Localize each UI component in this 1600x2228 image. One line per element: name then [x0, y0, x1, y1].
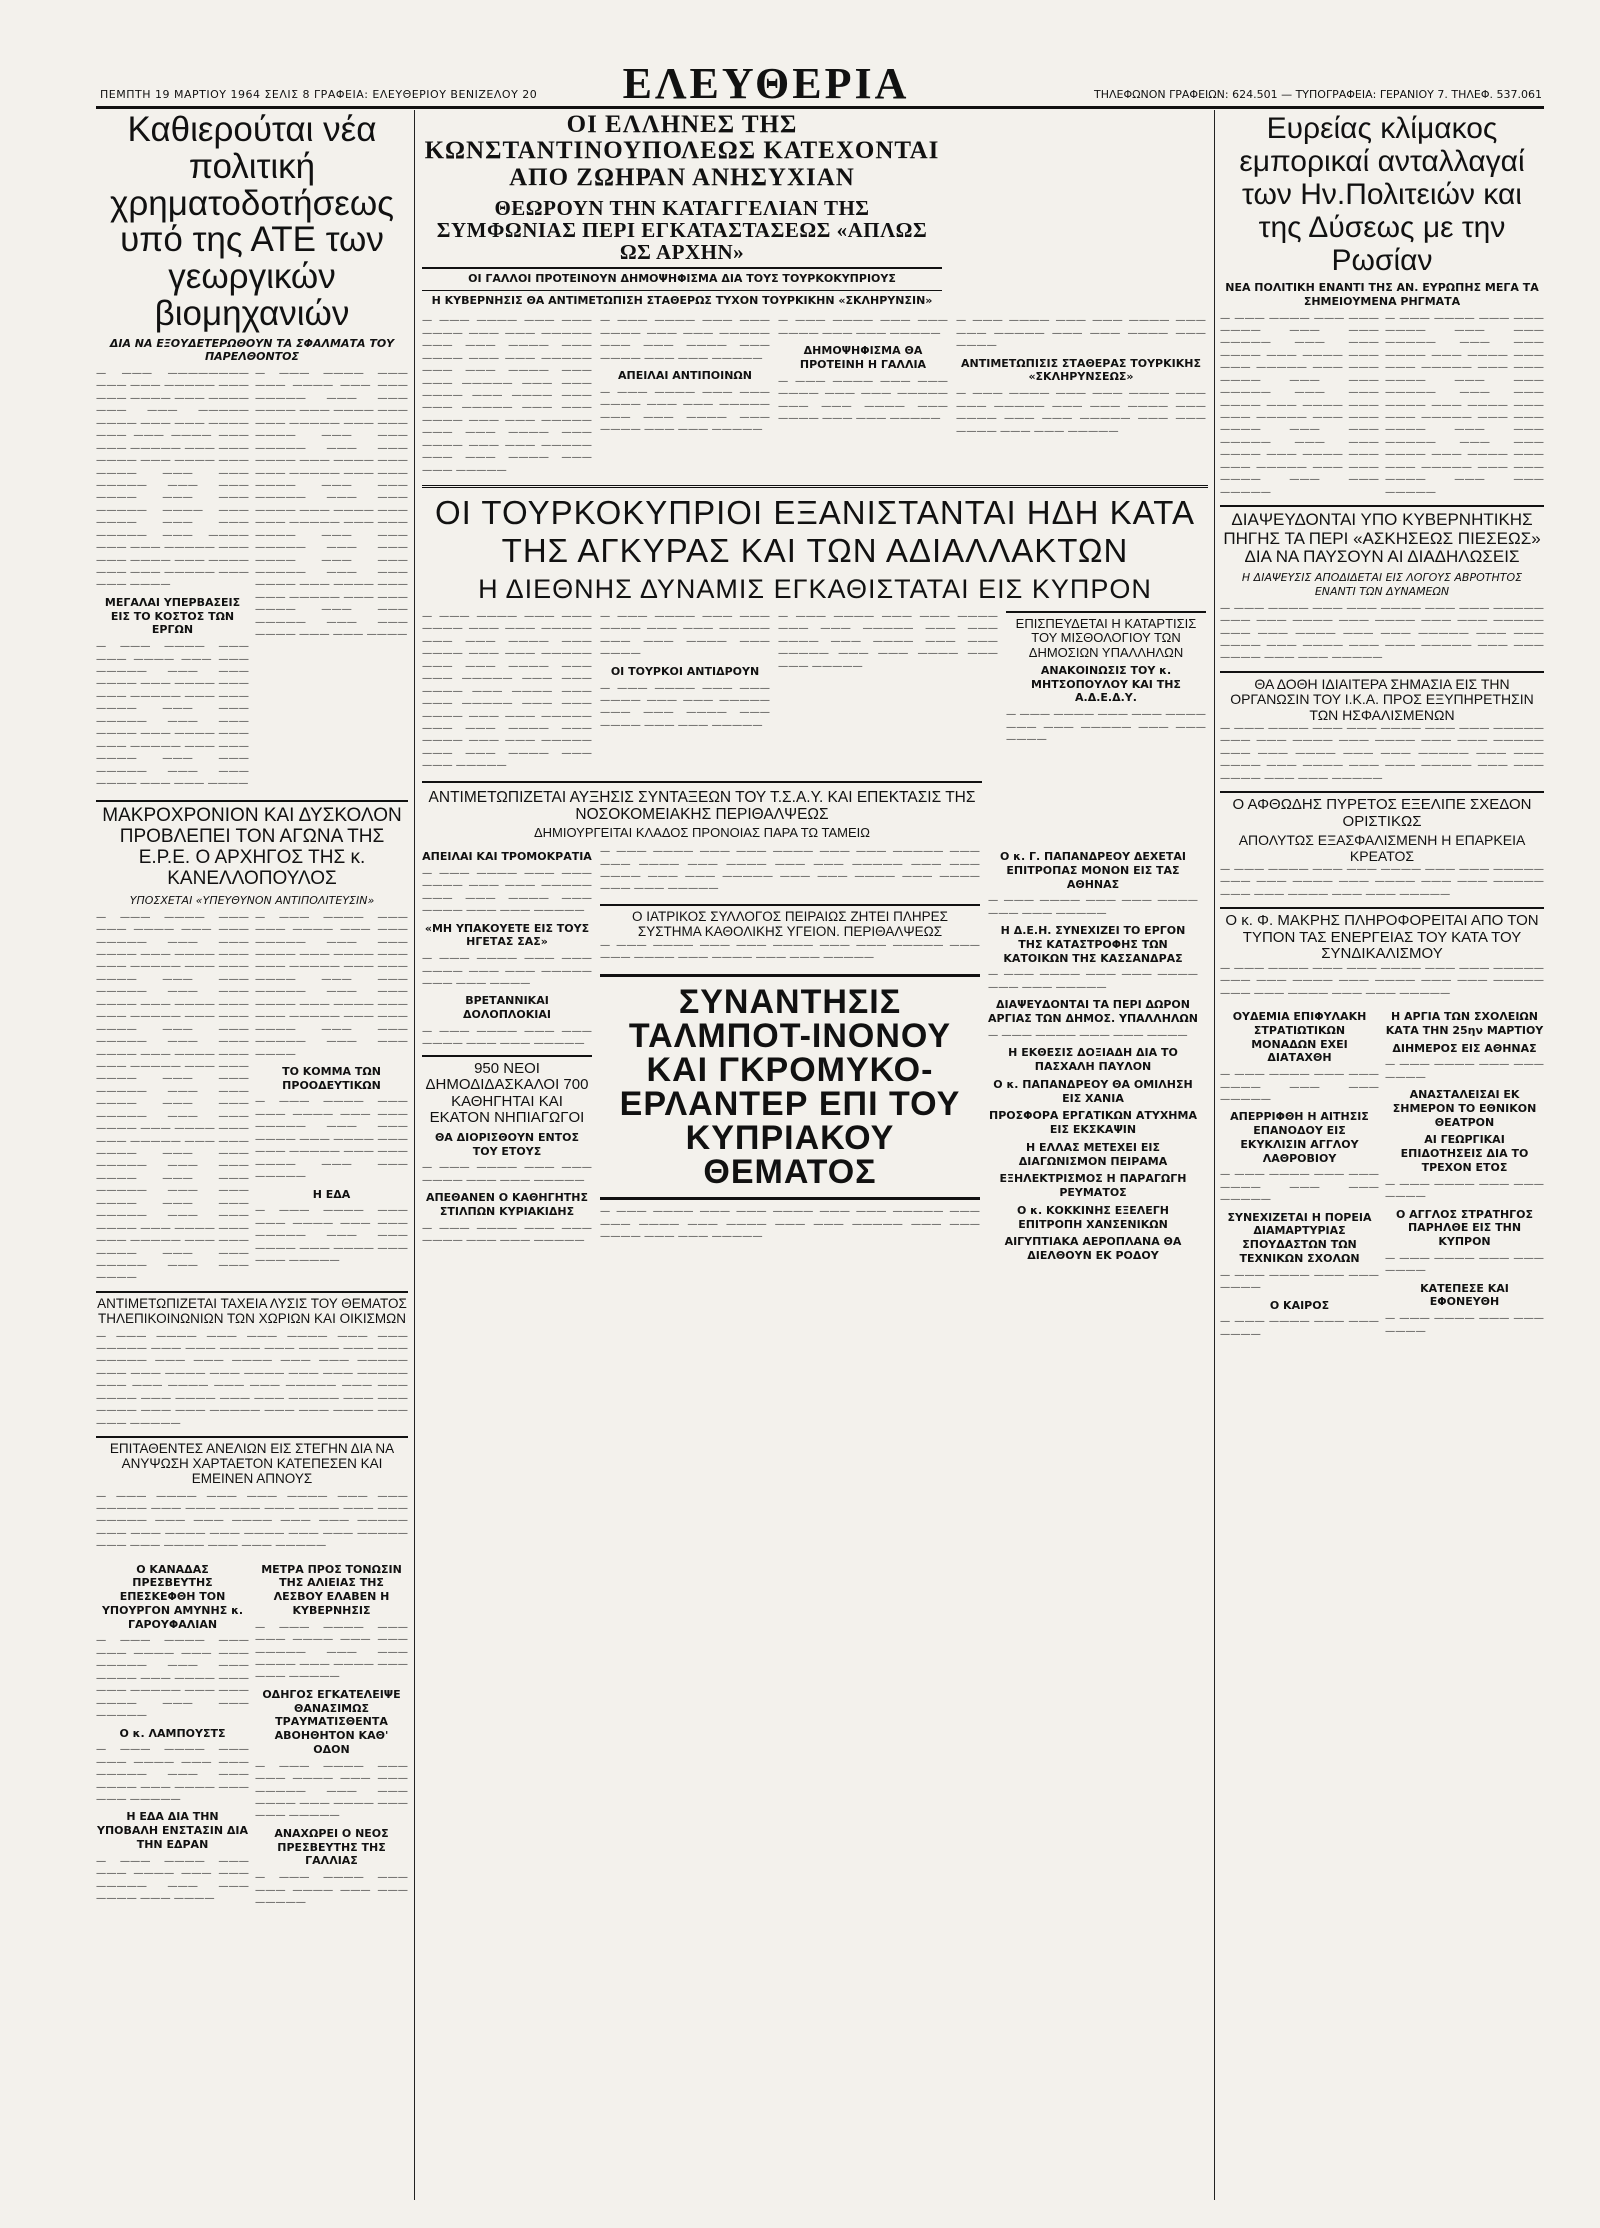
center-sub-3: ΑΠΕΙΛΑΙ ΑΝΤΙΠΟΙΝΩΝ: [617, 369, 752, 383]
article-text: — ——— ———— ——— ——— ———— ——— ——— ————— ——— ——— ———— ——— ———— ——— ——— ————— ——— ——— ———— ——— ——— ————— ——— ——— ———— ——— ———— ——— ——— ————— ——— ——— ———— ——— ——— ————— ——— ——— ————: [255, 911, 408, 1060]
article-text: — ——— ———— ——— ——— ———— ——— ——— —————: [422, 1222, 592, 1247]
article-text: — ——— ———— ——— ——— ———— ——— ——— ————— ——— ——— ———— ——— ———— ——— ——— ————— ——— ——— ———— ——— ——— ————— ——— ——— ———— ——— ———— ——— ——— ————— ——— ——— ———— ——— ——— —————: [96, 1490, 408, 1552]
article-text: — ——— ———— ——— ——— ———— ——— ——— —————: [988, 895, 1198, 919]
article-text: — ——— ———— ——— ——— ———— ——— ——— ————— ——— ——— ———— ——— ———— ——— ——— ————— ——— ——— ———— ——— ——— —————: [600, 1206, 980, 1243]
center-sub-2: Η ΚΥΒΕΡΝΗΣΙΣ ΘΑ ΑΝΤΙΜΕΤΩΠΙΣΗ ΣΤΑΘΕΡΩΣ ΤΥΧΟΝ ΤΟΥΡΚΙΚΗΝ «ΣΚΛΗΡΥΝΣΙΝ»: [422, 290, 942, 308]
center-right-sub-3: Η Δ.Ε.Η. ΣΥΝΕΧΙΖΕΙ ΤΟ ΕΡΓΟΝ ΤΗΣ ΚΑΤΑΣΤΡΟΦΗΣ ΤΩΝ ΚΑΤΟΙΚΩΝ ΤΗΣ ΚΑΣΣΑΝΔΡΑΣ: [1000, 924, 1186, 965]
article-text: — ——— ———— ——— ——— ———— ——— ——— ————— ——— ——— ———— ——— ———— ——— ——— —————: [96, 1744, 249, 1806]
article-text: — ——— ———— ——— ——— ———— ——— ——— ————— ——— ——— ———— ——— ———— ——— ——— —————: [255, 1760, 408, 1822]
article-text: — ——— ———————— ——— ——— ————— ——— ——— ———— ——— ———— ——— ——— ————— ———— ——— ——— ———— ——— ——— ———— ——— ——— ————— ——— ——— ———— ——— ———— ——— ———— ——— ——— ————— ——— ——— ———— ——— ——— ————— ———— ——— ———— ——— ——— ————— ——— ———— ——— ——— ————— ——— ——— ———— ——— ———— ——— ——— ————— ——— ——— ————: [96, 368, 249, 591]
left-subhead-8: Η ΕΔΑ ΔΙΑ ΤΗΝ ΥΠΟΒΑΛΗ ΕΝΣΤΑΣΙΝ ΔΙΑ ΤΗΝ ΕΔΡΑΝ: [97, 1810, 248, 1851]
article-text: — ——— ———— ——— ——— ———— ——— ——— ————— ——— ——— ———— ——— ————: [600, 611, 770, 660]
article-text: — ——— ———— ——— ——— ————: [1385, 1313, 1544, 1337]
phones: ΤΗΛΕΦΩΝΟΝ ΓΡΑΦΕΙΩΝ: 624.501 — ΤΥΠΟΓΡΑΦΕΙΑ: ΓΕΡΑΝΙΟΥ 7. ΤΗΛΕΦ. 537.061: [1093, 88, 1542, 101]
center-right-headline: ΕΠΙΣΠΕΥΔΕΤΑΙ Η ΚΑΤΑΡΤΙΣΙΣ ΤΟΥ ΜΙΣΘΟΛΟΓΙΟΥ ΤΩΝ ΔΗΜΟΣΙΩΝ ΥΠΑΛΛΗΛΩΝ: [1006, 611, 1206, 660]
mid-subhead-1: ΜΕΤΡΑ ΠΡΟΣ ΤΟΝΩΣΙΝ ΤΗΣ ΑΛΙΕΙΑΣ ΤΗΣ ΛΕΣΒΟΥ ΕΛΑΒΕΝ Η ΚΥΒΕΡΝΗΣΙΣ: [261, 1562, 402, 1617]
hero-headline: ΣΥΝΑΝΤΗΣΙΣ ΤΑΛΜΠΟΤ-ΙΝΟΝΟΥ ΚΑΙ ΓΚΡΟΜΥΚΟ-ΕΡΛΑΝΤΕΡ ΕΠΙ ΤΟΥ ΚΥΠΡΙΑΚΟΥ ΘΕΜΑΤΟΣ: [600, 974, 980, 1200]
right-sub-s4: Ο ΚΑΙΡΟΣ: [1269, 1298, 1330, 1312]
article-text: — ——— ———— ——— ——— ———— ——— ——— —————: [1220, 1069, 1379, 1105]
center-headline-3b: ΔΗΜΙΟΥΡΓΕΙΤΑΙ ΚΛΑΔΟΣ ΠΡΟΝΟΙΑΣ ΠΑΡΑ ΤΩ ΤΑΜΕΙΩ: [533, 824, 871, 840]
left-subheadline: ΔΙΑ ΝΑ ΕΞΟΥΔΕΤΕΡΩΘΟΥΝ ΤΑ ΣΦΑΛΜΑΤΑ ΤΟΥ ΠΑΡΕΛΘΟΝΤΟΣ: [109, 336, 395, 364]
article-text: — ——— ———— ——— ——— ———— ——— ——— —————: [422, 1025, 592, 1050]
article-text: — ——— ———— ——— ——— ———— ——— ——— ————— ——— ——— ———— ——— ———— ——— ——— ————— ——— ——— ———— ——— ——— ————— ——— ——— ———— ——— ———— ——— ——— ————— ——— ——— ———— ——— ——— ————— ——— ——— ———— ——— ———— ——— ——— ————— ——— ——— ———— ——— ——— —————: [422, 315, 592, 476]
right-sub-s5b: ΔΙΗΜΕΡΟΣ ΕΙΣ ΑΘΗΝΑΣ: [1392, 1041, 1537, 1055]
article-text: — ——— ———— ——— ——— ———— ——— ——— ————— ——— ——— ———— ——— ———— ——— ——— ————— ——— ——— ———— ——— ——— ————— ——— ——— ———— ——— ———— ——— ——— ————— ——— ——— ———— ——— ——— —————: [1220, 722, 1544, 784]
right-subheadline: ΝΕΑ ΠΟΛΙΤΙΚΗ ΕΝΑΝΤΙ ΤΗΣ ΑΝ. ΕΥΡΩΠΗΣ ΜΕΓΑ ΤΑ ΣΗΜΕΙΟΥΜΕΝΑ ΡΗΓΜΑΤΑ: [1225, 281, 1539, 308]
mid-subhead-2: ΟΔΗΓΟΣ ΕΓΚΑΤΕΛΕΙΨΕ ΘΑΝΑΣΙΜΩΣ ΤΡΑΥΜΑΤΙΣΘΕΝΤΑ ΑΒΟΗΘΗΤΟΝ ΚΑΘ' ΟΔΟΝ: [262, 1687, 401, 1756]
article-text: — ——— ———— ——— ——— ———— ——— ——— ————— ——— ——— ———— ——— ———— ——— ——— ————— ——— ——— ———— ——— ——— ————— ——— ——— ———— ——— ———— ——— ——— ————— ——— ——— ———— ——— ——— ————— ——— ——— ———— ——— ——— ————: [96, 641, 249, 789]
right-column: [1220, 112, 1544, 2210]
center-right-sub-10: Ο κ. ΚΟΚΚΙΝΗΣ ΕΞΕΛΕΓΗ ΕΠΙΤΡΟΠΗ ΧΑΝΣΕΝΙΚΩΝ: [1017, 1203, 1169, 1231]
center-sub-7: ΑΠΕΙΛΑΙ ΚΑΙ ΤΡΟΜΟΚΡΑΤΙΑ: [422, 850, 592, 864]
center-right-sub-9: ΕΞΗΛΕΚΤΡΙΣΜΟΣ Η ΠΑΡΑΓΩΓΗ ΡΕΥΜΑΤΟΣ: [999, 1172, 1187, 1200]
center-sub-11: ΑΠΕΘΑΝΕΝ Ο ΚΑΘΗΓΗΤΗΣ ΣΤΙΛΠΩΝ ΚΥΡΙΑΚΙΔΗΣ: [425, 1191, 589, 1218]
center-sub-6: ΟΙ ΤΟΥΡΚΟΙ ΑΝΤΙΔΡΟΥΝ: [610, 664, 760, 678]
mid-subhead-3: ΑΝΑΧΩΡΕΙ Ο ΝΕΟΣ ΠΡΕΣΒΕΥΤΗΣ ΤΗΣ ΓΑΛΛΙΑΣ: [274, 1826, 389, 1868]
center-headline-teachers: 950 ΝΕΟΙ ΔΗΜΟΔΙΔΑΣΚΑΛΟΙ 700 ΚΑΘΗΓΗΤΑΙ ΚΑΙ ΕΚΑΤΟΝ ΝΗΠΙΑΓΩΓΟΙ: [422, 1055, 592, 1127]
article-text: — ——— ———— ——— ——— ————: [1220, 1269, 1379, 1294]
center-sub-4: ΔΗΜΟΨΗΦΙΣΜΑ ΘΑ ΠΡΟΤΕΙΝΗ Η ΓΑΛΛΙΑ: [799, 344, 927, 372]
center-banner-2b: Η ΔΙΕΘΝΗΣ ΔΥΝΑΜΙΣ ΕΓΚΑΘΙΣΤΑΤΑΙ ΕΙΣ ΚΥΠΡΟΝ: [478, 573, 1152, 604]
left-headline-4: ΕΠΙΤΑΘΕΝΤΕΣ ΑΝΕΛΙΩΝ ΕΙΣ ΣΤΕΓΗΝ ΔΙΑ ΝΑ ΑΝΥΨΩΣΗ ΧΑΡΤΑΕΤΟΝ ΚΑΤΕΠΕΣΕΝ ΚΑΙ ΕΜΕΙΝΕΝ ΑΠΝΟΥΣ: [109, 1441, 395, 1486]
right-sub-s9: ΚΑΤΕΠΕΣΕ ΚΑΙ ΕΦΟΝΕΥΘΗ: [1420, 1281, 1509, 1309]
article-text: — ——— ———— ——— ——— ———— ——— ——— ————— ——— ——— ————: [422, 953, 592, 989]
article-text: — ——— ———— ——— ——— ———— ——— ——— ————— ——— ——— ———— ——— ———— ——— ——— —————: [422, 867, 592, 917]
center-right-sub-5: Η ΕΚΘΕΣΙΣ ΔΟΞΙΑΔΗ ΔΙΑ ΤΟ ΠΑΣΧΑΛΗ ΠΑΥΛΟΝ: [1008, 1046, 1178, 1074]
right-headline-2: ΔΙΑΨΕΥΔΟΝΤΑΙ ΥΠΟ ΚΥΒΕΡΝΗΤΙΚΗΣ ΠΗΓΗΣ ΤΑ ΠΕΡΙ «ΑΣΚΗΣΕΩΣ ΠΙΕΣΕΩΣ» ΔΙΑ ΝΑ ΠΑΥΣΟΥΝ ΑΙ ΔΙΑΔΗΛΩΣΕΙΣ: [1223, 510, 1541, 567]
center-sub-5: ΑΝΤΙΜΕΤΩΠΙΣΙΣ ΣΤΑΘΕΡΑΣ ΤΟΥΡΚΙΚΗΣ «ΣΚΛΗΡΥΝΣΕΩΣ»: [961, 356, 1201, 384]
article-text: — ——— ———— ——— ——— ———— ——— ——— ————— ——— ——— ———— ——— ———— ——— ——— —————: [600, 386, 770, 436]
article-text: — ——— ———— ——— ——— ———— ——— ——— —————: [422, 1162, 592, 1186]
center-column: [422, 112, 1208, 2210]
right-headline-5: Ο κ. Φ. ΜΑΚΡΗΣ ΠΛΗΡΟΦΟΡΕΙΤΑΙ ΑΠΟ ΤΟΝ ΤΥΠΟΝ ΤΑΣ ΕΝΕΡΓΕΙΑΣ ΤΟΥ ΚΑΤΑ ΤΟΥ ΣΥΝΔΙΚΑΛΙΣΜΟΥ: [1225, 912, 1539, 963]
article-text: — ——— ———— ——— ——— ————: [1385, 1059, 1544, 1083]
article-text: — ——— ———— ——— ——— ———— ——— ——— ————— ——— ——— ———— ——— ———— ——— ——— ————— ——— ——— ———— ——— ——— ————— ——— ——— ———— ——— ———— ——— ——— ————— ——— ——— ———— ——— ——— ————— ——— ——— ———— ——— ———— ——— ——— ————— ——— ——— ———— ——— ——— ————— ——— ——— ———— ——— ——— ————— ——— ——— ———— ——— ———— ——— ——— ————— ——— ——— ———— ——— ——— ————— ——— ——— ———— ——— ——— ————— ——— ——— ———— ——— ——— ————— ——— ——— ———— ——— ———— ——— ——— ————— ——— ——— ———— ——— ——— ————— ——— ——— ————: [96, 911, 249, 1284]
center-sub-1: ΟΙ ΓΑΛΛΟΙ ΠΡΟΤΕΙΝΟΥΝ ΔΗΜΟΨΗΦΙΣΜΑ ΔΙΑ ΤΟΥΣ ΤΟΥΡΚΟΚΥΠΡΙΟΥΣ: [422, 267, 942, 286]
article-text: — ——— ———— ——— ——— ———— ——— ——— ————— ——— ——— ———— ——— ———— ——— ——— ————— ——— ——— ———— ——— ——— —————: [1220, 962, 1544, 999]
column-rule: [1214, 110, 1215, 2200]
article-text: — ——— ———— ——— ——— ———— ——— ——— ————— ——— ——— ———— ——— ———— ——— ——— ————— ——— ——— ———— ——— ——— —————: [1220, 863, 1544, 900]
article-text: — ——— ———— ——— ——— ———— ——— ——— —————: [255, 1872, 408, 1908]
right-sub-s2: ΑΠΕΡΡΙΦΘΗ Η ΑΙΤΗΣΙΣ ΕΠΑΝΟΔΟΥ ΕΙΣ ΕΚΥΚΛΙΣΙΝ ΑΓΓΛΟΥ ΛΑΘΡΟΒΙΟΥ: [1230, 1110, 1369, 1165]
center-headline-3: ΑΝΤΙΜΕΤΩΠΙΖΕΤΑΙ ΑΥΞΗΣΙΣ ΣΥΝΤΑΞΕΩΝ ΤΟΥ Τ.Σ.Α.Υ. ΚΑΙ ΕΠΕΚΤΑΣΙΣ ΤΗΣ ΝΟΣΟΚΟΜΕΙΑΚΗΣ ΠΕΡΙΘΑΛΨΕΩΣ: [428, 788, 976, 823]
article-text: — ——— ———— ——— ——— ———— ——— ——— ————— ——— ——— ———— ——— ———— ——— ——— ————— ——— ——— ———— ——— ——— —————: [96, 1635, 249, 1722]
article-text: — ——— ———— ——— ——— ———— ——— ——— ————— ——— ——— ———— ——— ———— ——— ——— —————: [600, 939, 980, 963]
right-headline-3: ΘΑ ΔΟΘΗ ΙΔΙΑΙΤΕΡΑ ΣΗΜΑΣΙΑ ΕΙΣ ΤΗΝ ΟΡΓΑΝΩΣΙΝ ΤΟΥ Ι.Κ.Α. ΠΡΟΣ ΕΞΥΠΗΡΕΤΗΣΙΝ ΤΩΝ ΗΣΦΑΛΙΣΜΕΝΩΝ: [1230, 675, 1534, 723]
left-subhead-7: Ο κ. ΛΑΜΠΟΥΣΤΣ: [119, 1726, 226, 1740]
left-column: [96, 112, 408, 2210]
article-text: — ——— ———— ——— ——— ————: [988, 1029, 1188, 1041]
center-right-sub-11: ΑΙΓΥΠΤΙΑΚΑ ΑΕΡΟΠΛΑΝΑ ΘΑ ΔΙΕΛΘΟΥΝ ΕΚ ΡΟΔΟΥ: [1004, 1235, 1182, 1263]
left-subhead-2: ΜΕΓΑΛΑΙ ΥΠΕΡΒΑΣΕΙΣ ΕΙΣ ΤΟ ΚΟΣΤΟΣ ΤΩΝ ΕΡΓΩΝ: [104, 595, 241, 637]
article-text: — ——— ———— ——— ——— ———— ——— ——— —————: [778, 315, 948, 339]
article-text: — ——— ———— ——— ——— ———— ——— ——— ————— ——— ——— ———— ——— ————: [956, 315, 1206, 352]
center-right-sub-7: ΠΡΟΣΦΟΡΑ ΕΡΓΑΤΙΚΩΝ ΑΤΥΧΗΜΑ ΕΙΣ ΕΚΣΚΑΨΙΝ: [989, 1109, 1197, 1137]
center-right-sub-4: ΔΙΑΨΕΥΔΟΝΤΑΙ ΤΑ ΠΕΡΙ ΔΩΡΟΝ ΑΡΓΙΑΣ ΤΩΝ ΔΗΜΟΣ. ΥΠΑΛΛΗΛΩΝ: [988, 998, 1198, 1026]
article-text: — ——— ———— ——— ——— ———— ——— ——— ————— ——— ——— ———— ——— ———— ——— ——— —————: [255, 1205, 408, 1266]
center-right-sub-1: ΑΝΑΚΟΙΝΩΣΙΣ ΤΟΥ κ. ΜΗΤΣΟΠΟΥΛΟΥ ΚΑΙ ΤΗΣ Α.Δ.Ε.Δ.Υ.: [1031, 663, 1181, 705]
center-sub-9: ΒΡΕΤΑΝΝΙΚΑΙ ΔΟΛΟΠΛΟΚΙΑΙ: [462, 994, 552, 1022]
article-text: — ——— ———— ——— ——— ————: [1220, 1316, 1379, 1340]
article-text: — ——— ———— ——— ——— ———— ——— ——— ————— ——— ——— ————: [1006, 709, 1206, 746]
article-text: — ——— ———— ——— ——— ———— ——— ——— ————— ——— ——— ———— ——— ———— ——— ——— ————— ——— ——— ———— ——— ——— ————— ——— ——— ———— ——— ———— ——— ——— —————: [600, 846, 980, 895]
newspaper-page: [96, 60, 1544, 2210]
right-sub-s7: ΑΙ ΓΕΩΡΓΙΚΑΙ ΕΠΙΔΟΤΗΣΕΙΣ ΔΙΑ ΤΟ ΤΡΕΧΟΝ ΕΤΟΣ: [1400, 1133, 1529, 1174]
center-banner-1b: ΘΕΩΡΟΥΝ ΤΗΝ ΚΑΤΑΓΓΕΛΙΑΝ ΤΗΣ ΣΥΜΦΩΝΙΑΣ ΠΕΡΙ ΕΓΚΑΤΑΣΤΑΣΕΩΣ «ΑΠΛΩΣ ΩΣ ΑΡΧΗΝ»: [436, 195, 928, 264]
right-headline-4: Ο ΑΦΘΩΔΗΣ ΠΥΡΕΤΟΣ ΕΞΕΛΙΠΕ ΣΧΕΔΟΝ ΟΡΙΣΤΙΚΩΣ: [1232, 796, 1532, 830]
article-text: — ——— ———— ——— ——— ———— ——— ——— ————— ——— ——— ———— ——— ———— ——— ——— —————: [778, 375, 948, 425]
article-text: — ——— ———— ——— ——— ———— ——— ——— ————— ——— ——— ———— ——— ————: [96, 1855, 249, 1905]
center-right-sub-6: Ο κ. ΠΑΠΑΝΔΡΕΟΥ ΘΑ ΟΜΙΛΗΣΗ ΕΙΣ ΧΑΝΙΑ: [993, 1077, 1193, 1105]
center-right-sub-8: Η ΕΛΛΑΣ ΜΕΤΕΧΕΙ ΕΙΣ ΔΙΑΓΩΝΙΣΜΟΝ ΠΕΙΡΑΜΑ: [1018, 1140, 1168, 1168]
center-banner-2: ΟΙ ΤΟΥΡΚΟΚΥΠΡΙΟΙ ΕΞΑΝΙΣΤΑΝΤΑΙ ΗΔΗ ΚΑΤΑ ΤΗΣ ΑΓΚΥΡΑΣ ΚΑΙ ΤΩΝ ΑΔΙΑΛΛΑΚΤΩΝ: [435, 494, 1195, 570]
column-rule: [414, 110, 415, 2200]
left-headline: Καθιερούται νέα πολιτική χρηματοδοτήσεως υπό της ΑΤΕ των γεωργικών βιομηχανιών: [109, 112, 395, 333]
article-text: — ——— ———— ——— ——— ———— ——— ——— ————— ——— ——— ———— ——— ———— ——— ——— ————— ——— ——— ———— ——— ——— ————— ——— ——— ———— ——— ———— ——— ——— ————— ——— ——— ———— ——— ——— ————— ——— ——— ———— ——— ———— ——— ——— ————— ——— ——— ———— ——— ——— —————: [422, 611, 592, 772]
center-headline-4: Ο ΙΑΤΡΙΚΟΣ ΣΥΛΛΟΓΟΣ ΠΕΙΡΑΙΩΣ ΖΗΤΕΙ ΠΛΗΡΕΣ ΣΥΣΤΗΜΑ ΚΑΘΟΛΙΚΗΣ ΥΓΕΙΟΝ. ΠΕΡΙΘΑΛΨΕΩΣ: [600, 904, 980, 940]
article-text: — ——— ———— ——— ——— ———— ——— ——— ————— ——— ——— ———— ——— ———— ——— ——— —————: [600, 315, 770, 364]
center-banner-1: ΟΙ ΕΛΛΗΝΕΣ ΤΗΣ ΚΩΝΣΤΑΝΤΙΝΟΥΠΟΛΕΩΣ ΚΑΤΕΧΟΝΤΑΙ ΑΠΟ ΖΩΗΡΑΝ ΑΝΗΣΥΧΙΑΝ: [424, 112, 940, 191]
article-text: — ——— ———— ——— ——— ———— ——— ——— —————: [1220, 1169, 1379, 1206]
article-text: — ——— ———— ——— ——— ———— ——— ——— ————— ——— ——— ———— ——— ———— ——— ——— —————: [600, 682, 770, 731]
left-subhead-3: ΥΠΟΣΧΕΤΑΙ «ΥΠΕΥΘΥΝΟΝ ΑΝΤΙΠΟΛΙΤΕΥΣΙΝ»: [129, 893, 375, 907]
article-text: — ——— ———— ——— ——— ———— ——— ——— ————— ——— ——— ———— ——— ———— ——— ——— ————— ——— ——— ———— ——— ——— —————: [956, 388, 1206, 437]
right-headline-4b: ΑΠΟΛΥΤΩΣ ΕΞΑΣΦΑΛΙΣΜΕΝΗ Η ΕΠΑΡΚΕΙΑ ΚΡΕΑΤΟΣ: [1238, 832, 1526, 864]
article-text: — ——— ———— ——— ——— ———— ——— ——— ————— ——— ——— ———— ——— ———— ——— ——— ————— ——— ——— ———— ——— ——— ————— ——— ——— ———— ——— ———— ——— ——— ————— ——— ——— ———— ——— ——— ————— ——— ——— ———— ——— ———— ——— ——— ————— ——— ——— ———— ——— ——— —————: [1220, 312, 1379, 498]
center-sub-8: «ΜΗ ΥΠΑΚΟΥΕΤΕ ΕΙΣ ΤΟΥΣ ΗΓΕΤΑΣ ΣΑΣ»: [424, 921, 590, 949]
dateline: ΠΕΜΠΤΗ 19 ΜΑΡΤΙΟΥ 1964 ΣΕΛΙΣ 8 ΓΡΑΦΕΙΑ: ΕΛΕΥΘΕΡΙΟΥ ΒΕΝΙΖΕΛΟΥ 20: [100, 88, 538, 101]
article-text: — ——— ———— ——— ——— ———— ——— ——— ————— ——— ——— ———— ——— ———— ——— ——— ————— ——— ——— ———— ——— ——— ————— ——— ——— ———— ——— ———— ——— ——— ————— ——— ——— ———— ——— ——— ————— ——— ——— ———— ——— ———— ——— ——— ————— ——— ——— ———— ——— ——— ————— ——— ——— ———— ——— ——— ————— ——— ——— ———— ——— ———— ——— ——— ————— ——— ——— ———— ——— ——— ————— ——— ——— ———— ——— ——— ————: [255, 368, 408, 641]
right-sub-2: Η ΔΙΑΨΕΥΣΙΣ ΑΠΟΔΙΔΕΤΑΙ ΕΙΣ ΛΟΓΟΥΣ ΑΒΡΟΤΗΤΟΣ ΕΝΑΝΤΙ ΤΩΝ ΔΥΝΑΜΕΩΝ: [1241, 571, 1523, 598]
center-right-sub-2: Ο κ. Γ. ΠΑΠΑΝΔΡΕΟΥ ΔΕΧΕΤΑΙ ΕΠΙΤΡΟΠΑΣ ΜΟΝΟΝ ΕΙΣ ΤΑΣ ΑΘΗΝΑΣ: [999, 850, 1187, 891]
article-text: — ——— ———— ——— ——— ———— ——— ——— ————— ——— ——— ———— ——— ———— ——— ——— ————— ——— ——— ———— ——— ——— —————: [255, 1096, 408, 1183]
article-text: — ——— ———— ——— ——— ———— ——— ——— ————— ——— ——— ———— ——— ———— ——— ——— ————— ——— ——— ———— ——— ——— ————— ——— ——— ———— ——— ———— ——— ——— ————— ——— ——— ———— ——— ——— ————— ——— ——— ———— ——— ———— ——— ——— ————— ——— ——— ———— ——— ——— ————— ——— ——— ———— ——— ——— —————: [96, 1330, 408, 1429]
article-text: — ——— ———— ——— ——— ———— ——— ——— ————— ——— ——— ———— ——— ———— ——— ——— ————— ——— ——— ———— ——— ——— ————— ——— ——— ———— ——— ———— ——— ——— ————— ——— ——— ———— ——— ——— —————: [1220, 602, 1544, 664]
article-text: — ——— ———— ——— ——— ———— ——— ——— ————— ——— ——— ———— ——— ———— ——— ——— —————: [255, 1621, 408, 1683]
right-headline: Ευρείας κλίμακος εμπορικαί ανταλλαγαί των Ην.Πολιτειών και της Δύσεως με την Ρωσίαν: [1239, 112, 1525, 277]
left-subhead-5: Η ΕΔΑ: [312, 1187, 351, 1201]
article-text: — ——— ———— ——— ——— ————: [1385, 1252, 1544, 1277]
left-headline-3: ΑΝΤΙΜΕΤΩΠΙΖΕΤΑΙ ΤΑΧΕΙΑ ΛΥΣΙΣ ΤΟΥ ΘΕΜΑΤΟΣ ΤΗΛΕΠΙΚΟΙΝΩΝΙΩΝ ΤΩΝ ΧΩΡΙΩΝ ΚΑΙ ΟΙΚΙΣΜΩΝ: [97, 1295, 407, 1326]
masthead: ΕΛΕΥΘΕΡΙΑ: [622, 59, 910, 108]
left-subhead-4: ΤΟ ΚΟΜΜΑ ΤΩΝ ΠΡΟΟΔΕΥΤΙΚΩΝ: [282, 1064, 381, 1092]
article-text: — ——— ———— ——— ——— ————: [1385, 1178, 1544, 1203]
right-sub-s3: ΣΥΝΕΧΙΖΕΤΑΙ Η ΠΟΡΕΙΑ ΔΙΑΜΑΡΤΥΡΙΑΣ ΣΠΟΥΔΑΣΤΩΝ ΤΩΝ ΤΕΧΝΙΚΩΝ ΣΧΟΛΩΝ: [1227, 1210, 1372, 1265]
right-sub-s5: Η ΑΡΓΙΑ ΤΩΝ ΣΧΟΛΕΙΩΝ ΚΑΤΑ ΤΗΝ 25ην ΜΑΡΤΙΟΥ: [1385, 1010, 1544, 1037]
article-text: — ——— ———— ——— ——— ———— ——— ——— —————: [988, 969, 1198, 993]
article-text: — ——— ———— ——— ——— ———— ——— ——— ————— ——— ——— ———— ——— ———— ——— ——— ————— ——— ——— ———— ——— ——— —————: [778, 611, 998, 672]
left-subhead-6: Ο ΚΑΝΑΔΑΣ ΠΡΕΣΒΕΥΤΗΣ ΕΠΕΣΚΕΦΘΗ ΤΟΝ ΥΠΟΥΡΓΟΝ ΑΜΥΝΗΣ κ. ΓΑΡΟΥΦΑΛΙΑΝ: [101, 1562, 244, 1631]
left-headline-2: ΜΑΚΡΟΧΡΟΝΙΟΝ ΚΑΙ ΔΥΣΚΟΛΟΝ ΠΡΟΒΛΕΠΕΙ ΤΟΝ ΑΓΩΝΑ ΤΗΣ Ε.Ρ.Ε. Ο ΑΡΧΗΓΟΣ ΤΗΣ κ. ΚΑΝΕΛΛΟΠΟΥΛΟΣ: [102, 805, 402, 890]
right-sub-s8: Ο ΑΓΓΛΟΣ ΣΤΡΑΤΗΓΟΣ ΠΑΡΗΛΘΕ ΕΙΣ ΤΗΝ ΚΥΠΡΟΝ: [1395, 1207, 1534, 1249]
right-sub-s1: ΟΥΔΕΜΙΑ ΕΠΙΦΥΛΑΚΗ ΣΤΡΑΤΙΩΤΙΚΩΝ ΜΟΝΑΔΩΝ ΕΧΕΙ ΔΙΑΤΑΧΘΗ: [1232, 1010, 1367, 1065]
right-sub-s6: ΑΝΑΣΤΑΛΕΙΣΑΙ ΕΚ ΣΗΜΕΡΟΝ ΤΟ ΕΘΝΙΚΟΝ ΘΕΑΤΡΟΝ: [1392, 1088, 1537, 1129]
article-text: — ——— ———— ——— ——— ———— ——— ——— ————— ——— ——— ———— ——— ———— ——— ——— ————— ——— ——— ———— ——— ——— ————— ——— ——— ———— ——— ———— ——— ——— ————— ——— ——— ———— ——— ——— ————— ——— ——— ———— ——— ———— ——— ——— ————— ——— ——— ———— ——— ——— —————: [1385, 312, 1544, 498]
center-sub-10: ΘΑ ΔΙΟΡΙΣΘΟΥΝ ΕΝΤΟΣ ΤΟΥ ΕΤΟΥΣ: [434, 1130, 580, 1158]
